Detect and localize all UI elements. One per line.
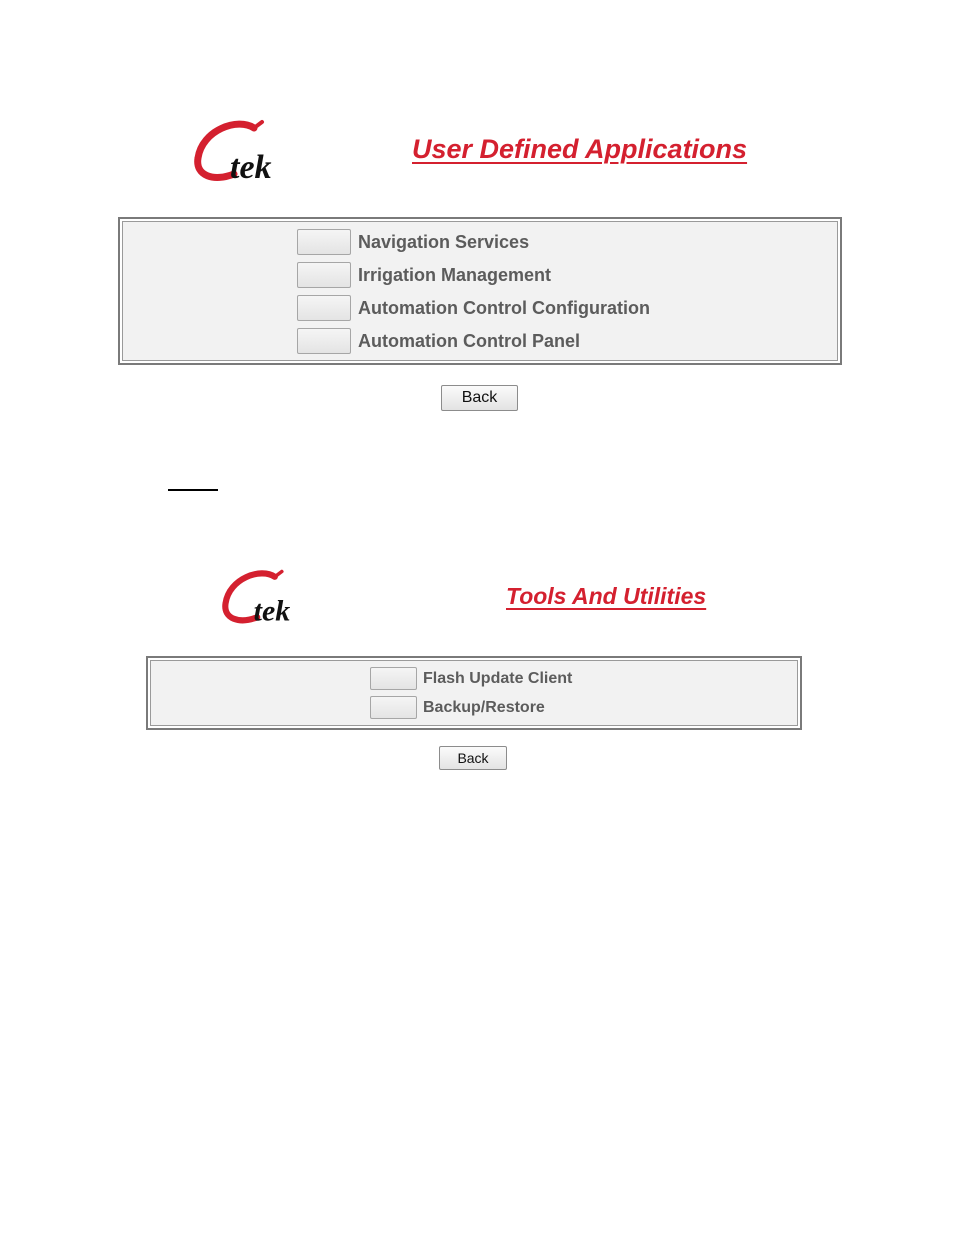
menu-item-backup-restore[interactable] <box>370 696 545 719</box>
menu-item-irrigation-management[interactable] <box>297 262 551 288</box>
svg-text:tek: tek <box>253 594 291 628</box>
menu-item-flash-update-client[interactable] <box>370 667 572 690</box>
automation-control-configuration-button[interactable] <box>297 295 351 321</box>
menu-item-navigation-services[interactable] <box>297 229 529 255</box>
navigation-services-button[interactable] <box>297 229 351 255</box>
svg-text:tek: tek <box>230 149 272 186</box>
automation-control-panel-button[interactable] <box>297 328 351 354</box>
flash-update-client-button[interactable] <box>370 667 417 690</box>
menu-item-automation-control-configuration[interactable] <box>297 295 650 321</box>
ctek-logo <box>194 118 294 184</box>
menu-item-label: Automation Control Configuration <box>358 297 650 318</box>
back-button[interactable]: Back <box>439 746 507 770</box>
ctek-logo <box>221 568 311 626</box>
page-title: User Defined Applications <box>412 134 748 164</box>
irrigation-management-button[interactable] <box>297 262 351 288</box>
menu-item-automation-control-panel[interactable] <box>297 328 580 354</box>
page-title: Tools And Utilities <box>506 583 707 609</box>
menu-item-label: Backup/Restore <box>423 698 545 716</box>
backup-restore-button[interactable] <box>370 696 417 719</box>
menu-item-label: Automation Control Panel <box>358 330 580 351</box>
menu-item-label: Flash Update Client <box>423 669 573 687</box>
menu-item-label: Navigation Services <box>358 231 530 252</box>
underline-mark <box>168 489 218 491</box>
back-button[interactable]: Back <box>441 385 518 411</box>
menu-item-label: Irrigation Management <box>358 264 552 285</box>
applications-menu-panel <box>118 217 842 365</box>
tools-menu-panel <box>146 656 802 730</box>
